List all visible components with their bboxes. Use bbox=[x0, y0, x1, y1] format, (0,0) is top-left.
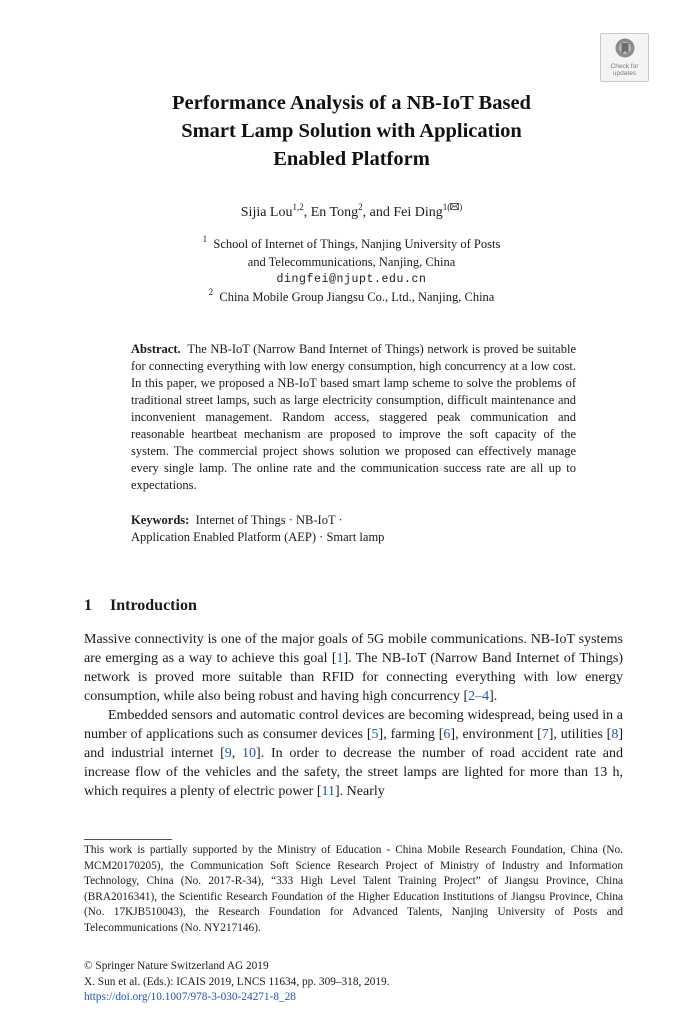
title-line-1: Performance Analysis of a NB-IoT Based bbox=[172, 92, 531, 114]
title-line-2: Smart Lamp Solution with Application bbox=[181, 120, 522, 142]
affiliations bbox=[60, 236, 643, 306]
citation-link[interactable]: 10 bbox=[242, 746, 257, 761]
section-heading bbox=[84, 596, 197, 616]
badge-line1: Check for bbox=[610, 63, 639, 70]
keywords bbox=[131, 512, 576, 546]
author-affiliation-mark: 1,2 bbox=[292, 202, 304, 212]
author-affiliation-mark: 2 bbox=[358, 202, 363, 212]
check-for-updates-badge[interactable] bbox=[600, 33, 649, 82]
envelope-icon[interactable] bbox=[450, 203, 459, 210]
text-run: ]. In order to decrease the number of road accident rate and increase flow of the vehicles and the safety, the street lamps are lighted for more than 13 h, which requires a plenty of electric power [ bbox=[84, 746, 623, 799]
body-text bbox=[84, 630, 623, 801]
keywords-label: Keywords: bbox=[131, 513, 190, 527]
affiliation-number: 2 bbox=[208, 286, 214, 297]
author-list bbox=[60, 203, 643, 222]
doi-link[interactable]: https://doi.org/10.1007/978-3-030-24271-8_28 bbox=[84, 991, 296, 1003]
citation-link[interactable]: 2–4 bbox=[468, 689, 490, 704]
citation-link[interactable]: 6 bbox=[443, 727, 451, 742]
badge-line2: updates bbox=[612, 70, 637, 77]
affiliation-1-line-2: and Telecommunications, Nanjing, China bbox=[247, 254, 456, 269]
affiliation-2 bbox=[60, 286, 643, 307]
copyright-block bbox=[84, 959, 623, 1006]
affiliation-number: 1 bbox=[202, 234, 208, 244]
text-run: ] and industrial internet [ bbox=[84, 727, 623, 761]
text-run: ]. Nearly bbox=[335, 784, 385, 799]
author-name: Fei Ding bbox=[393, 205, 443, 220]
citation-link[interactable]: 7 bbox=[541, 727, 549, 742]
text-run: ], environment [ bbox=[450, 727, 542, 742]
text-run: Embedded sensors and automatic control devices are becoming widespread, being used in a number of applications such as consumer devices [ bbox=[84, 708, 623, 742]
citation-line: X. Sun et al. (Eds.): ICAIS 2019, LNCS 11634, pp. 309–318, 2019. bbox=[84, 975, 390, 988]
copyright-line: © Springer Nature Switzerland AG 2019 bbox=[84, 960, 269, 972]
affiliation-1-line-1 bbox=[60, 236, 643, 254]
author-separator: , and bbox=[362, 205, 394, 220]
abstract-text: The NB-IoT (Narrow Band Internet of Things) network is proved be suitable for connecting everything with low energy consumption, high concurrency at a low cost. In this paper, we proposed a NB-IoT based smart lamp scheme to solve the problems of traditional street lamps, such as large electricity consumption, difficult maintenance and inconvenient management. Random access, staggered peak communication and reasonable heartbeat mechanism are proposed to improve the soft capacity of the system. The commercial project shows solution we proposed can effectively manage every single lamp. The online rate and the communication success rate are all up to expectations. bbox=[131, 342, 576, 492]
text-run: Massive connectivity is one of the major goals of 5G mobile communications. NB-IoT systems are emerging as a way to achieve this goal [ bbox=[84, 632, 623, 666]
section-title: Introduction bbox=[110, 597, 197, 614]
keywords-line-2: Application Enabled Platform (AEP) · Smart lamp bbox=[131, 530, 385, 544]
section-number: 1 bbox=[84, 597, 92, 614]
text-run: ]. bbox=[489, 689, 498, 704]
abstract bbox=[131, 341, 576, 494]
paragraph bbox=[84, 706, 623, 801]
citation-link[interactable]: 8 bbox=[611, 727, 619, 742]
text-run: ], utilities [ bbox=[548, 727, 612, 742]
sup-close: ) bbox=[459, 202, 463, 212]
author-name: En Tong bbox=[310, 205, 359, 220]
corresponding-author-mark bbox=[443, 202, 463, 212]
abstract-label: Abstract. bbox=[131, 342, 181, 356]
title-line-3: Enabled Platform bbox=[273, 148, 430, 170]
citation-link[interactable]: 1 bbox=[336, 651, 344, 666]
text-run: ]. The NB-IoT (Narrow Band Internet of Things) network is proved more suitable than RFID for connecting everything with low energy consumption, while also being robust and having high concurrency [ bbox=[84, 651, 623, 704]
text-run: ], farming [ bbox=[378, 727, 444, 742]
paper-title bbox=[60, 89, 643, 173]
affiliation-text: China Mobile Group Jiangsu Co., Ltd., Nanjing, China bbox=[219, 289, 495, 304]
affiliation-text: School of Internet of Things, Nanjing University of Posts bbox=[213, 237, 501, 251]
author-affiliation-mark: 1( bbox=[442, 202, 451, 212]
badge-label bbox=[601, 63, 648, 77]
footnote-rule bbox=[84, 839, 172, 840]
citation-link[interactable]: 11 bbox=[321, 784, 335, 799]
keywords-text: Internet of Things · NB-IoT · bbox=[195, 513, 343, 527]
bookmark-ribbon-icon bbox=[614, 38, 636, 62]
citation-link[interactable]: 9 bbox=[224, 746, 232, 761]
citation-link[interactable]: 5 bbox=[371, 727, 379, 742]
funding-footnote: This work is partially supported by the Ministry of Education - China Mobile Research Foundation, China (No. MCM20170205), the Communication Soft Science Research Project of Ministry of Industry and Information Technology, China (No. 2017-R-34), “333 High Level Talent Training Project” of Jiangsu Province, China (BRA2016341), the Scientific Research Foundation of the Higher Education Institutions of Jiangsu Province, China (No. 17KJB510043), the Research Foundation for Advanced Talents, Nanjing University of Posts and Telecommunications (No. NY217146). bbox=[84, 844, 623, 934]
author-separator: , bbox=[303, 205, 311, 220]
text-run: , bbox=[231, 746, 243, 761]
author-email[interactable]: dingfei@njupt.edu.cn bbox=[276, 273, 427, 286]
paragraph bbox=[84, 630, 623, 706]
keywords-line-1 bbox=[131, 512, 576, 529]
author-name: Sijia Lou bbox=[240, 205, 293, 220]
